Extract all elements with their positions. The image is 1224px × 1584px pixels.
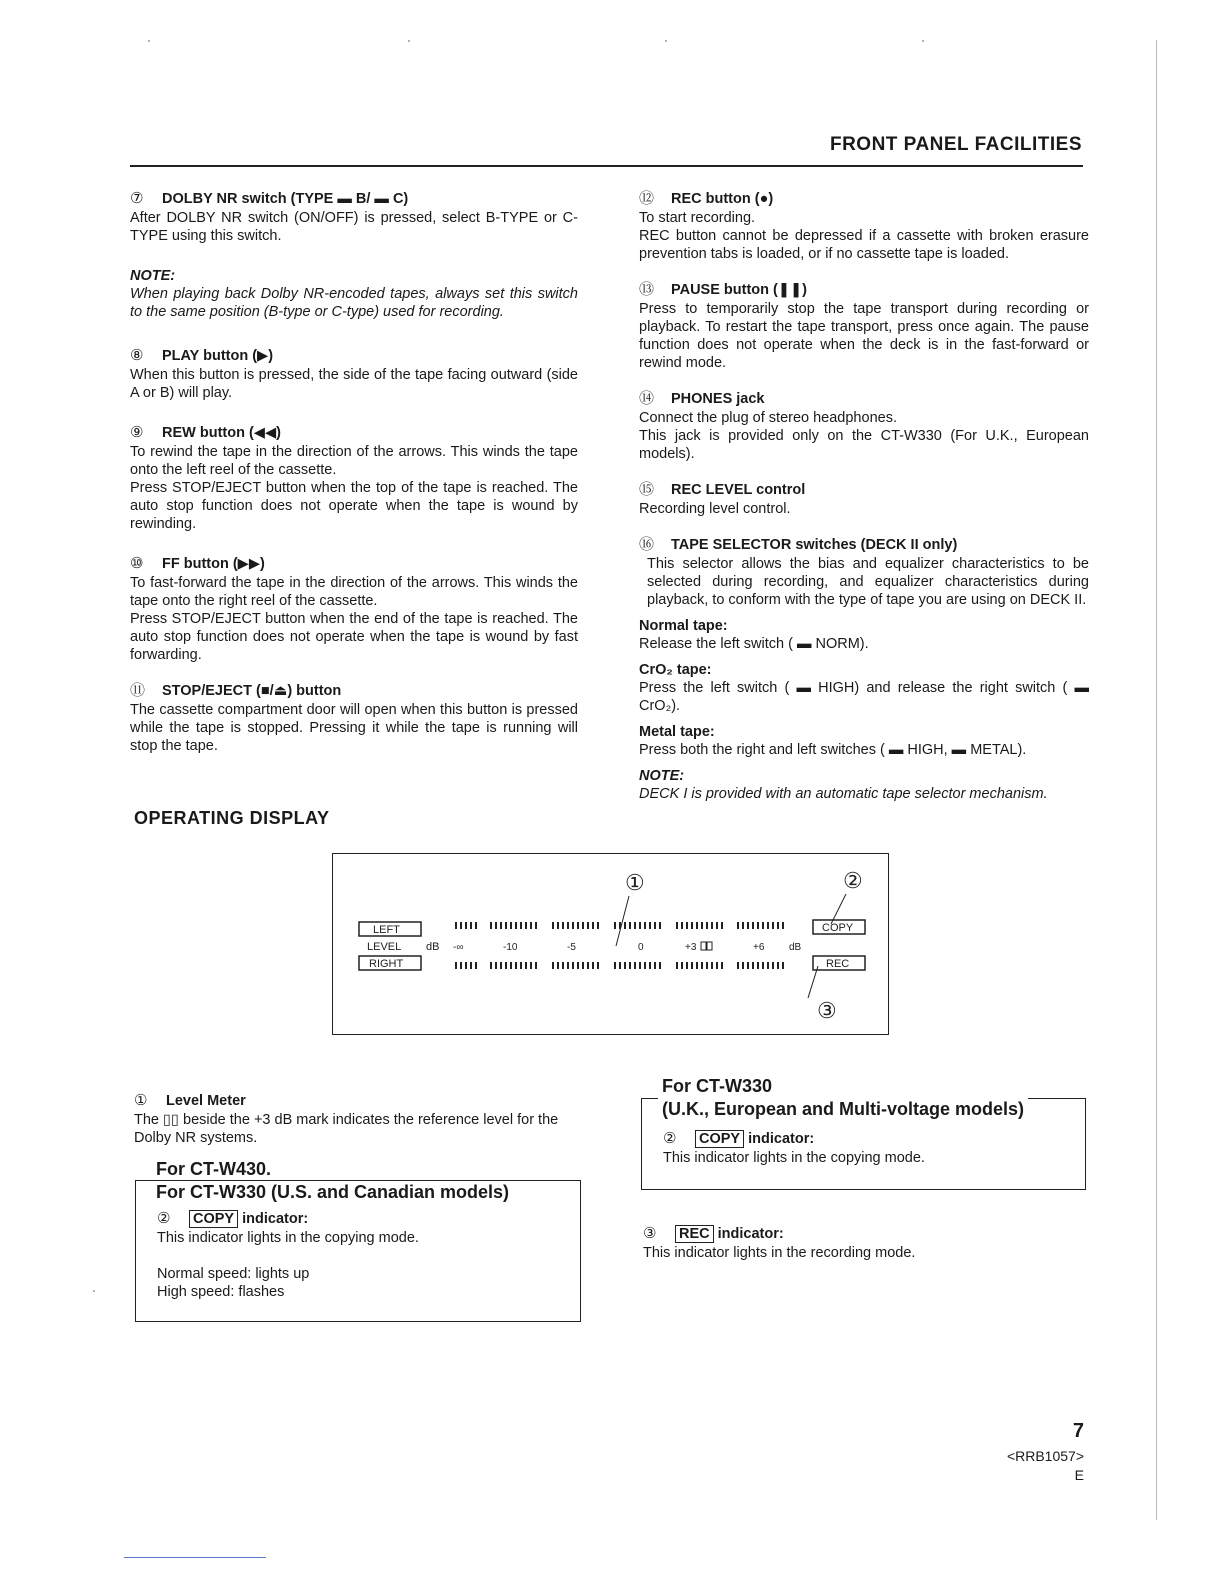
- meter-segment: [582, 922, 584, 929]
- item-title: FF button (▶▶): [162, 556, 265, 572]
- scan-speck: [93, 1290, 95, 1292]
- item-title: PAUSE button (❚❚): [671, 282, 807, 298]
- cro2-tape-title: CrO₂ tape:: [639, 662, 712, 678]
- cro2-tape-text: Press the left switch ( ▬ HIGH) and release the right switch ( ▬ CrO₂).: [639, 680, 1089, 714]
- meter-segment: [721, 962, 723, 969]
- item-text: Press to temporarily stop the tape transport during recording or playback. To restart the tape transport, press once again. The pause function does not operate when the deck is in the fast-forward or rewind mode.: [639, 301, 1089, 371]
- item-text: Press STOP/EJECT button when the end of the tape is reached. The auto stop function does not operate when the tape is wound by fast forwarding.: [130, 611, 578, 663]
- item-title: REC LEVEL control: [671, 482, 806, 498]
- meter-segment: [691, 962, 693, 969]
- item-text: Recording level control.: [639, 501, 791, 517]
- meter-segment: [582, 962, 584, 969]
- meter-segment: [762, 922, 764, 929]
- meter-segment: [706, 922, 708, 929]
- meter-segment: [520, 962, 522, 969]
- meter-segment: [639, 962, 641, 969]
- meter-segment: [455, 962, 457, 969]
- meter-segment: [562, 922, 564, 929]
- item-number: ⑫: [639, 190, 655, 207]
- meter-segment: [762, 962, 764, 969]
- level-db-label: dB: [426, 941, 440, 953]
- meter-segment: [475, 962, 477, 969]
- meter-segment: [681, 962, 683, 969]
- meter-segment: [525, 962, 527, 969]
- item-number: ②: [663, 1130, 677, 1147]
- item-title: STOP/EJECT (■/⏏) button: [162, 683, 342, 699]
- meter-segment: [562, 962, 564, 969]
- item-number: ⑩: [130, 555, 144, 572]
- item-number: ⑭: [639, 390, 655, 407]
- meter-segment: [577, 962, 579, 969]
- note-text: When playing back Dolby NR-encoded tapes, always set this switch to the same position (B-type or C-type) used for recording.: [130, 286, 578, 320]
- meter-segment: [772, 922, 774, 929]
- item-number: ⑨: [130, 424, 144, 441]
- meter-segment: [552, 962, 554, 969]
- ct-w430-box-content: [157, 1210, 567, 1301]
- item-text: To start recording.: [639, 210, 756, 226]
- note-dolby: [130, 267, 578, 321]
- left-column: [130, 190, 578, 773]
- page-title: FRONT PANEL FACILITIES: [829, 134, 1082, 155]
- meter-segment: [747, 962, 749, 969]
- meter-segment: [691, 922, 693, 929]
- meter-segment: [716, 962, 718, 969]
- meter-segment: [465, 962, 467, 969]
- scale-minus-5: -5: [567, 942, 576, 953]
- meter-segment: [676, 922, 678, 929]
- level-label: LEVEL: [367, 941, 402, 953]
- item-number: ⑧: [130, 347, 144, 364]
- scan-speck: [408, 40, 410, 42]
- copy-indicator-tag: COPY: [189, 1210, 238, 1228]
- operating-display-diagram: [332, 853, 889, 1035]
- meter-segment: [557, 922, 559, 929]
- item-text: To rewind the tape in the direction of the arrows. This winds the tape onto the left reel of the cassette.: [130, 444, 578, 478]
- copy-indicator-text: This indicator lights in the copying mode.: [663, 1150, 925, 1166]
- rec-indicator-description: [643, 1225, 1083, 1262]
- meter-segment: [644, 962, 646, 969]
- rec-indicator-tag: REC: [675, 1225, 714, 1243]
- rec-indicator-text: This indicator lights in the recording mode.: [643, 1245, 916, 1261]
- normal-tape-text: Release the left switch ( ▬ NORM).: [639, 636, 869, 652]
- item-dolby-nr: [130, 190, 578, 245]
- indicator-suffix: indicator:: [242, 1211, 309, 1227]
- item-rew: [130, 424, 578, 533]
- scale-minus-inf: -∞: [453, 942, 464, 953]
- scale-minus-10: -10: [503, 942, 518, 953]
- item-number: ⑦: [130, 190, 144, 207]
- meter-segment: [686, 962, 688, 969]
- scan-speck: [665, 40, 667, 42]
- left-meter-segments: [455, 922, 784, 929]
- item-title: Level Meter: [166, 1093, 246, 1109]
- item-title: REC button (●): [671, 191, 774, 207]
- copy-indicator-tag: COPY: [695, 1130, 744, 1148]
- item-ff: [130, 555, 578, 664]
- meter-segment: [505, 922, 507, 929]
- item-number: ⑬: [639, 281, 655, 298]
- scan-speck: [148, 40, 150, 42]
- meter-segment: [742, 962, 744, 969]
- indicator-suffix: indicator:: [717, 1226, 784, 1242]
- reference-mark-1: [701, 942, 706, 950]
- item-text: Press STOP/EJECT button when the top of the tape is reached. The auto stop function does not operate when the tape is wound by rewinding.: [130, 480, 578, 532]
- meter-segment: [772, 962, 774, 969]
- meter-segment: [455, 922, 457, 929]
- scale-0: 0: [638, 942, 644, 953]
- meter-segment: [520, 922, 522, 929]
- item-tape-selector: [639, 536, 1089, 803]
- meter-segment: [557, 962, 559, 969]
- meter-segment: [629, 962, 631, 969]
- document-code: [1007, 1447, 1084, 1485]
- meter-segment: [460, 962, 462, 969]
- meter-segment: [510, 922, 512, 929]
- item-title: PLAY button (▶): [162, 348, 274, 364]
- meter-segment: [515, 962, 517, 969]
- copy-indicator-text: This indicator lights in the copying mode.: [157, 1230, 419, 1246]
- meter-segment: [747, 922, 749, 929]
- meter-segment: [614, 962, 616, 969]
- scale-plus-6: +6: [753, 942, 765, 953]
- item-title: TAPE SELECTOR switches (DECK II only): [671, 537, 958, 553]
- item-number: ⑯: [639, 536, 655, 553]
- meter-segment: [587, 962, 589, 969]
- meter-segment: [676, 962, 678, 969]
- meter-segment: [465, 922, 467, 929]
- meter-segment: [696, 962, 698, 969]
- document-code-text: <RRB1057>: [1006, 1448, 1084, 1464]
- item-number: ⑪: [130, 682, 146, 699]
- metal-tape-text: Press both the right and left switches ( ▬ HIGH, ▬ METAL).: [639, 742, 1027, 758]
- meter-segment: [619, 962, 621, 969]
- note-title: NOTE:: [130, 268, 176, 284]
- leader-line-3: [808, 966, 818, 998]
- item-rec: [639, 190, 1089, 263]
- meter-segment: [767, 962, 769, 969]
- scale-db: dB: [789, 942, 802, 953]
- meter-segment: [777, 922, 779, 929]
- callout-3: ③: [817, 998, 837, 1023]
- item-phones: [639, 390, 1089, 463]
- level-meter-description: [134, 1092, 584, 1147]
- meter-segment: [782, 922, 784, 929]
- meter-segment: [577, 922, 579, 929]
- meter-segment: [757, 962, 759, 969]
- meter-segment: [552, 922, 554, 929]
- meter-segment: [530, 962, 532, 969]
- meter-segment: [644, 922, 646, 929]
- item-text: After DOLBY NR switch (ON/OFF) is pressed, select B-TYPE or C-TYPE using this switch.: [130, 210, 578, 244]
- meter-segment: [525, 922, 527, 929]
- item-rec-level: [639, 481, 1089, 518]
- item-play: [130, 347, 578, 402]
- ct-w330-title: For CT-W330: [658, 1075, 776, 1097]
- meter-segment: [597, 922, 599, 929]
- page-edge-line: [1156, 40, 1157, 1520]
- meter-segment: [686, 922, 688, 929]
- item-title: PHONES jack: [671, 391, 765, 407]
- meter-segment: [737, 922, 739, 929]
- meter-segment: [696, 922, 698, 929]
- meter-segment: [634, 962, 636, 969]
- item-text: This jack is provided only on the CT-W330 (For U.K., European models).: [639, 428, 1089, 462]
- meter-segment: [654, 962, 656, 969]
- meter-segment: [659, 922, 661, 929]
- meter-segment: [460, 922, 462, 929]
- meter-segment: [530, 922, 532, 929]
- footer-rule: [124, 1557, 266, 1558]
- item-text: Connect the plug of stereo headphones.: [639, 410, 897, 426]
- scale-plus-3: +3: [685, 942, 697, 953]
- leader-line-1: [616, 896, 629, 946]
- item-text: When this button is pressed, the side of the tape facing outward (side A or B) will play.: [130, 367, 578, 401]
- item-text: The ▯▯ beside the +3 dB mark indicates the reference level for the Dolby NR systems.: [134, 1112, 559, 1146]
- header-rule: [130, 165, 1083, 167]
- meter-segment: [624, 922, 626, 929]
- meter-segment: [701, 922, 703, 929]
- item-title: REW button (◀◀): [162, 425, 281, 441]
- note-title: NOTE:: [639, 768, 685, 784]
- scan-speck: [922, 40, 924, 42]
- meter-segment: [716, 922, 718, 929]
- meter-segment: [681, 922, 683, 929]
- note-text: DECK I is provided with an automatic tape selector mechanism.: [639, 786, 1048, 802]
- meter-segment: [782, 962, 784, 969]
- metal-tape-title: Metal tape:: [639, 724, 715, 740]
- meter-segment: [752, 962, 754, 969]
- item-text: REC button cannot be depressed if a cassette with broken erasure prevention tabs is loaded, or if no cassette tape is loaded.: [639, 228, 1089, 262]
- ct-w430-title: For CT-W430.: [152, 1158, 275, 1180]
- item-number: ②: [157, 1210, 171, 1227]
- rec-indicator-label: REC: [826, 958, 850, 970]
- reference-mark-2: [707, 942, 712, 950]
- normal-tape-title: Normal tape:: [639, 618, 728, 634]
- meter-segment: [495, 922, 497, 929]
- page-number: 7: [1072, 1420, 1084, 1442]
- meter-segment: [515, 922, 517, 929]
- meter-segment: [592, 922, 594, 929]
- meter-segment: [634, 922, 636, 929]
- meter-segment: [706, 962, 708, 969]
- meter-segment: [737, 962, 739, 969]
- meter-segment: [654, 922, 656, 929]
- callout-1: ①: [625, 870, 645, 895]
- meter-segment: [490, 962, 492, 969]
- meter-segment: [500, 922, 502, 929]
- meter-segment: [490, 922, 492, 929]
- normal-speed-text: Normal speed: lights up: [157, 1266, 310, 1282]
- meter-segment: [752, 922, 754, 929]
- meter-segment: [470, 922, 472, 929]
- item-text: To fast-forward the tape in the direction of the arrows. This winds the tape onto the right reel of the cassette.: [130, 575, 578, 609]
- meter-segment: [535, 922, 537, 929]
- meter-segment: [572, 962, 574, 969]
- high-speed-text: High speed: flashes: [157, 1284, 285, 1300]
- meter-segment: [470, 962, 472, 969]
- meter-segment: [567, 922, 569, 929]
- left-channel-label: LEFT: [373, 924, 400, 936]
- item-number: ①: [134, 1092, 148, 1109]
- meter-segment: [629, 922, 631, 929]
- meter-segment: [510, 962, 512, 969]
- meter-segment: [639, 922, 641, 929]
- meter-segment: [505, 962, 507, 969]
- meter-segment: [711, 922, 713, 929]
- meter-segment: [757, 922, 759, 929]
- ct-w330-uk-title: (U.K., European and Multi-voltage models): [658, 1098, 1028, 1120]
- meter-segment: [649, 962, 651, 969]
- item-number: ③: [643, 1225, 657, 1242]
- meter-segment: [649, 922, 651, 929]
- display-illustration: [333, 854, 888, 1034]
- meter-segment: [777, 962, 779, 969]
- ct-w330-uk-box-content: [663, 1130, 1073, 1167]
- meter-segment: [711, 962, 713, 969]
- item-number: ⑮: [639, 481, 655, 498]
- item-title: DOLBY NR switch (TYPE ▬ B/ ▬ C): [162, 191, 409, 207]
- item-text: This selector allows the bias and equalizer characteristics to be selected during recording, and equalizer characteristics during playback, to conform with the type of tape you are using on DECK II.: [647, 556, 1089, 608]
- meter-segment: [721, 922, 723, 929]
- meter-segment: [500, 962, 502, 969]
- section-title-operating-display: OPERATING DISPLAY: [134, 808, 330, 828]
- meter-segment: [475, 922, 477, 929]
- right-column: [639, 190, 1089, 821]
- meter-segment: [614, 922, 616, 929]
- item-stop-eject: [130, 682, 578, 755]
- meter-segment: [701, 962, 703, 969]
- meter-segment: [495, 962, 497, 969]
- meter-segment: [535, 962, 537, 969]
- meter-segment: [659, 962, 661, 969]
- ct-w330-us-title: For CT-W330 (U.S. and Canadian models): [152, 1181, 513, 1203]
- right-channel-label: RIGHT: [369, 958, 404, 970]
- language-code: E: [1074, 1467, 1084, 1483]
- meter-segment: [597, 962, 599, 969]
- right-meter-segments: [455, 962, 784, 969]
- meter-segment: [742, 922, 744, 929]
- meter-segment: [619, 922, 621, 929]
- meter-segment: [587, 922, 589, 929]
- meter-segment: [567, 962, 569, 969]
- meter-segment: [592, 962, 594, 969]
- meter-segment: [624, 962, 626, 969]
- copy-indicator-label: COPY: [822, 922, 854, 934]
- indicator-suffix: indicator:: [748, 1131, 815, 1147]
- item-text: The cassette compartment door will open when this button is pressed while the tape is stopped. Pressing it while the tape is running will stop the tape.: [130, 702, 578, 754]
- meter-segment: [572, 922, 574, 929]
- callout-2: ②: [843, 868, 863, 893]
- item-pause: [639, 281, 1089, 372]
- meter-segment: [767, 922, 769, 929]
